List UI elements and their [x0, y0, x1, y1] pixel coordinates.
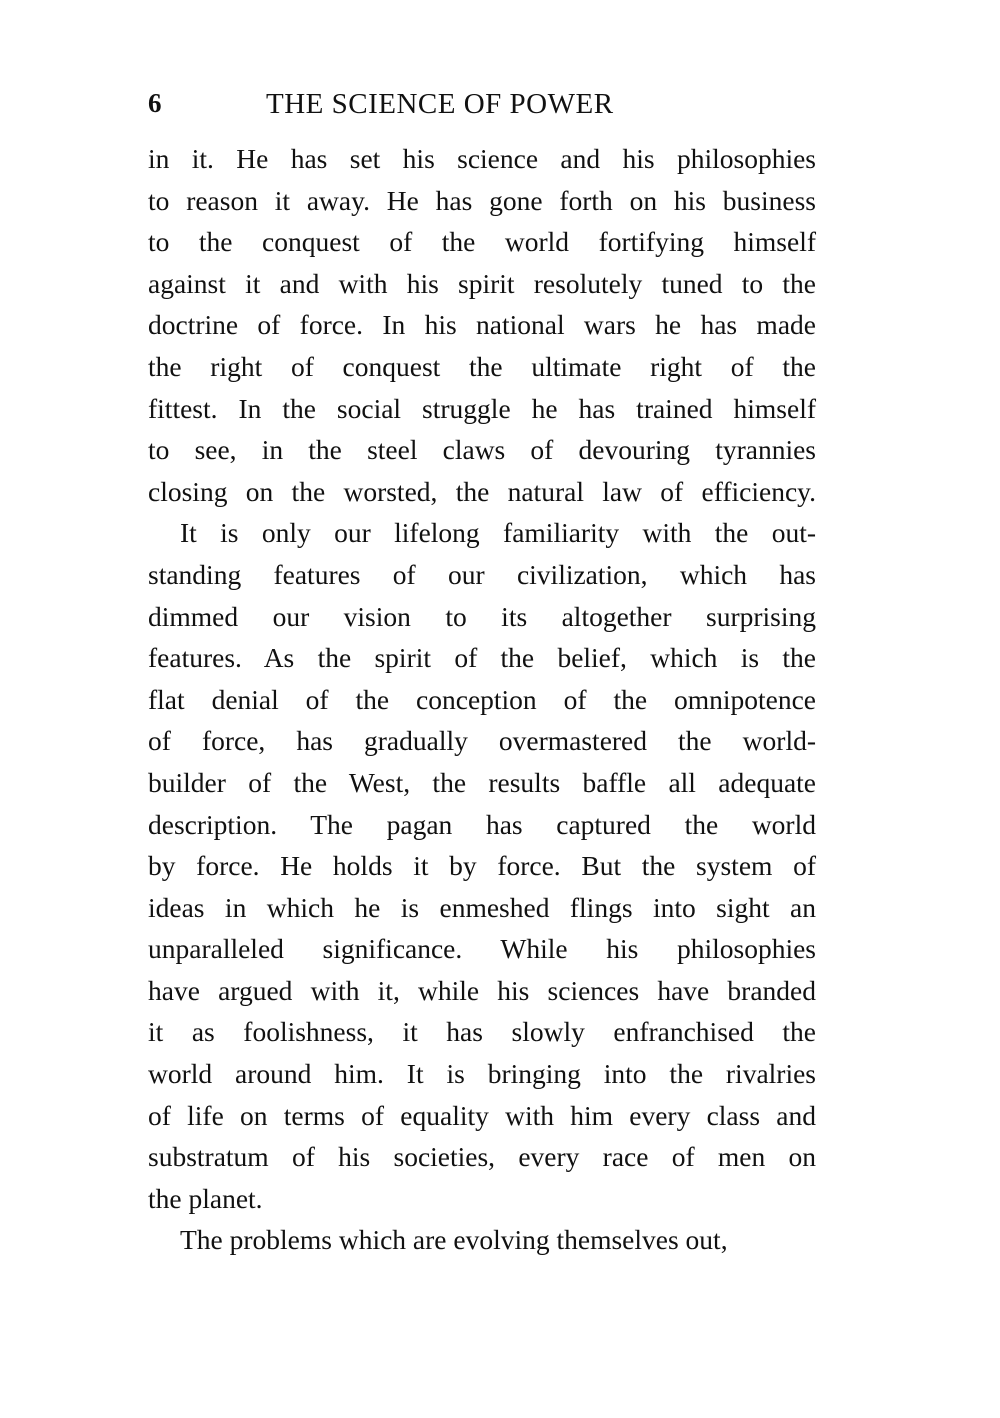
text-line: to see, in the steel claws of devouring tyrannies [148, 434, 816, 466]
text-line: in it. He has set his science and his philosophies [148, 143, 816, 174]
text-line: of life on terms of equality with him every class and [148, 1099, 816, 1131]
text-line: fittest. In the social struggle he has trained himself [148, 392, 816, 424]
paragraph-1 [148, 138, 816, 512]
text-line: of force, has gradually overmastered the world- [148, 725, 816, 757]
text-line: it as foolishness, it has slowly enfranchised the [148, 1016, 816, 1048]
text-line: features. As the spirit of the belief, which is the [148, 642, 816, 674]
text-line: world around him. It is bringing into the rivalries [148, 1058, 816, 1090]
text-line: by force. He holds it by force. But the system of [148, 850, 816, 882]
text-line: to reason it away. He has gone forth on his business [148, 184, 816, 216]
text-line: flat denial of the conception of the omnipotence [148, 683, 816, 715]
text-line: builder of the West, the results baffle all adequate [148, 766, 816, 798]
running-head [148, 88, 816, 128]
text-line: have argued with it, while his sciences have branded [148, 974, 816, 1006]
text-line: the planet. [148, 1182, 263, 1214]
text-line: to the conquest of the world fortifying himself [148, 226, 816, 258]
text-line: It is only our lifelong familiarity with the out- [180, 517, 816, 549]
text-line: the right of conquest the ultimate right of the [148, 350, 816, 382]
text-line: closing on the worsted, the natural law of efficiency. [148, 475, 816, 507]
text-line: ideas in which he is enmeshed flings into sight an [148, 891, 816, 923]
text-line: unparalleled significance. While his philosophies [148, 933, 816, 965]
text-line: standing features of our civilization, which has [148, 558, 816, 590]
paragraph-2 [148, 512, 816, 1219]
paragraph-3 [148, 1219, 816, 1261]
running-title: THE SCIENCE OF POWER [266, 88, 614, 120]
book-page [148, 88, 816, 1261]
text-line: doctrine of force. In his national wars he has made [148, 309, 816, 341]
page-number: 6 [148, 88, 162, 118]
text-line: substratum of his societies, every race of men on [148, 1141, 816, 1173]
text-line: against it and with his spirit resolutely tuned to the [148, 267, 816, 299]
text-line: The problems which are evolving themselves out, [180, 1224, 728, 1256]
text-line: dimmed our vision to its altogether surprising [148, 600, 816, 632]
text-line: description. The pagan has captured the world [148, 808, 816, 840]
